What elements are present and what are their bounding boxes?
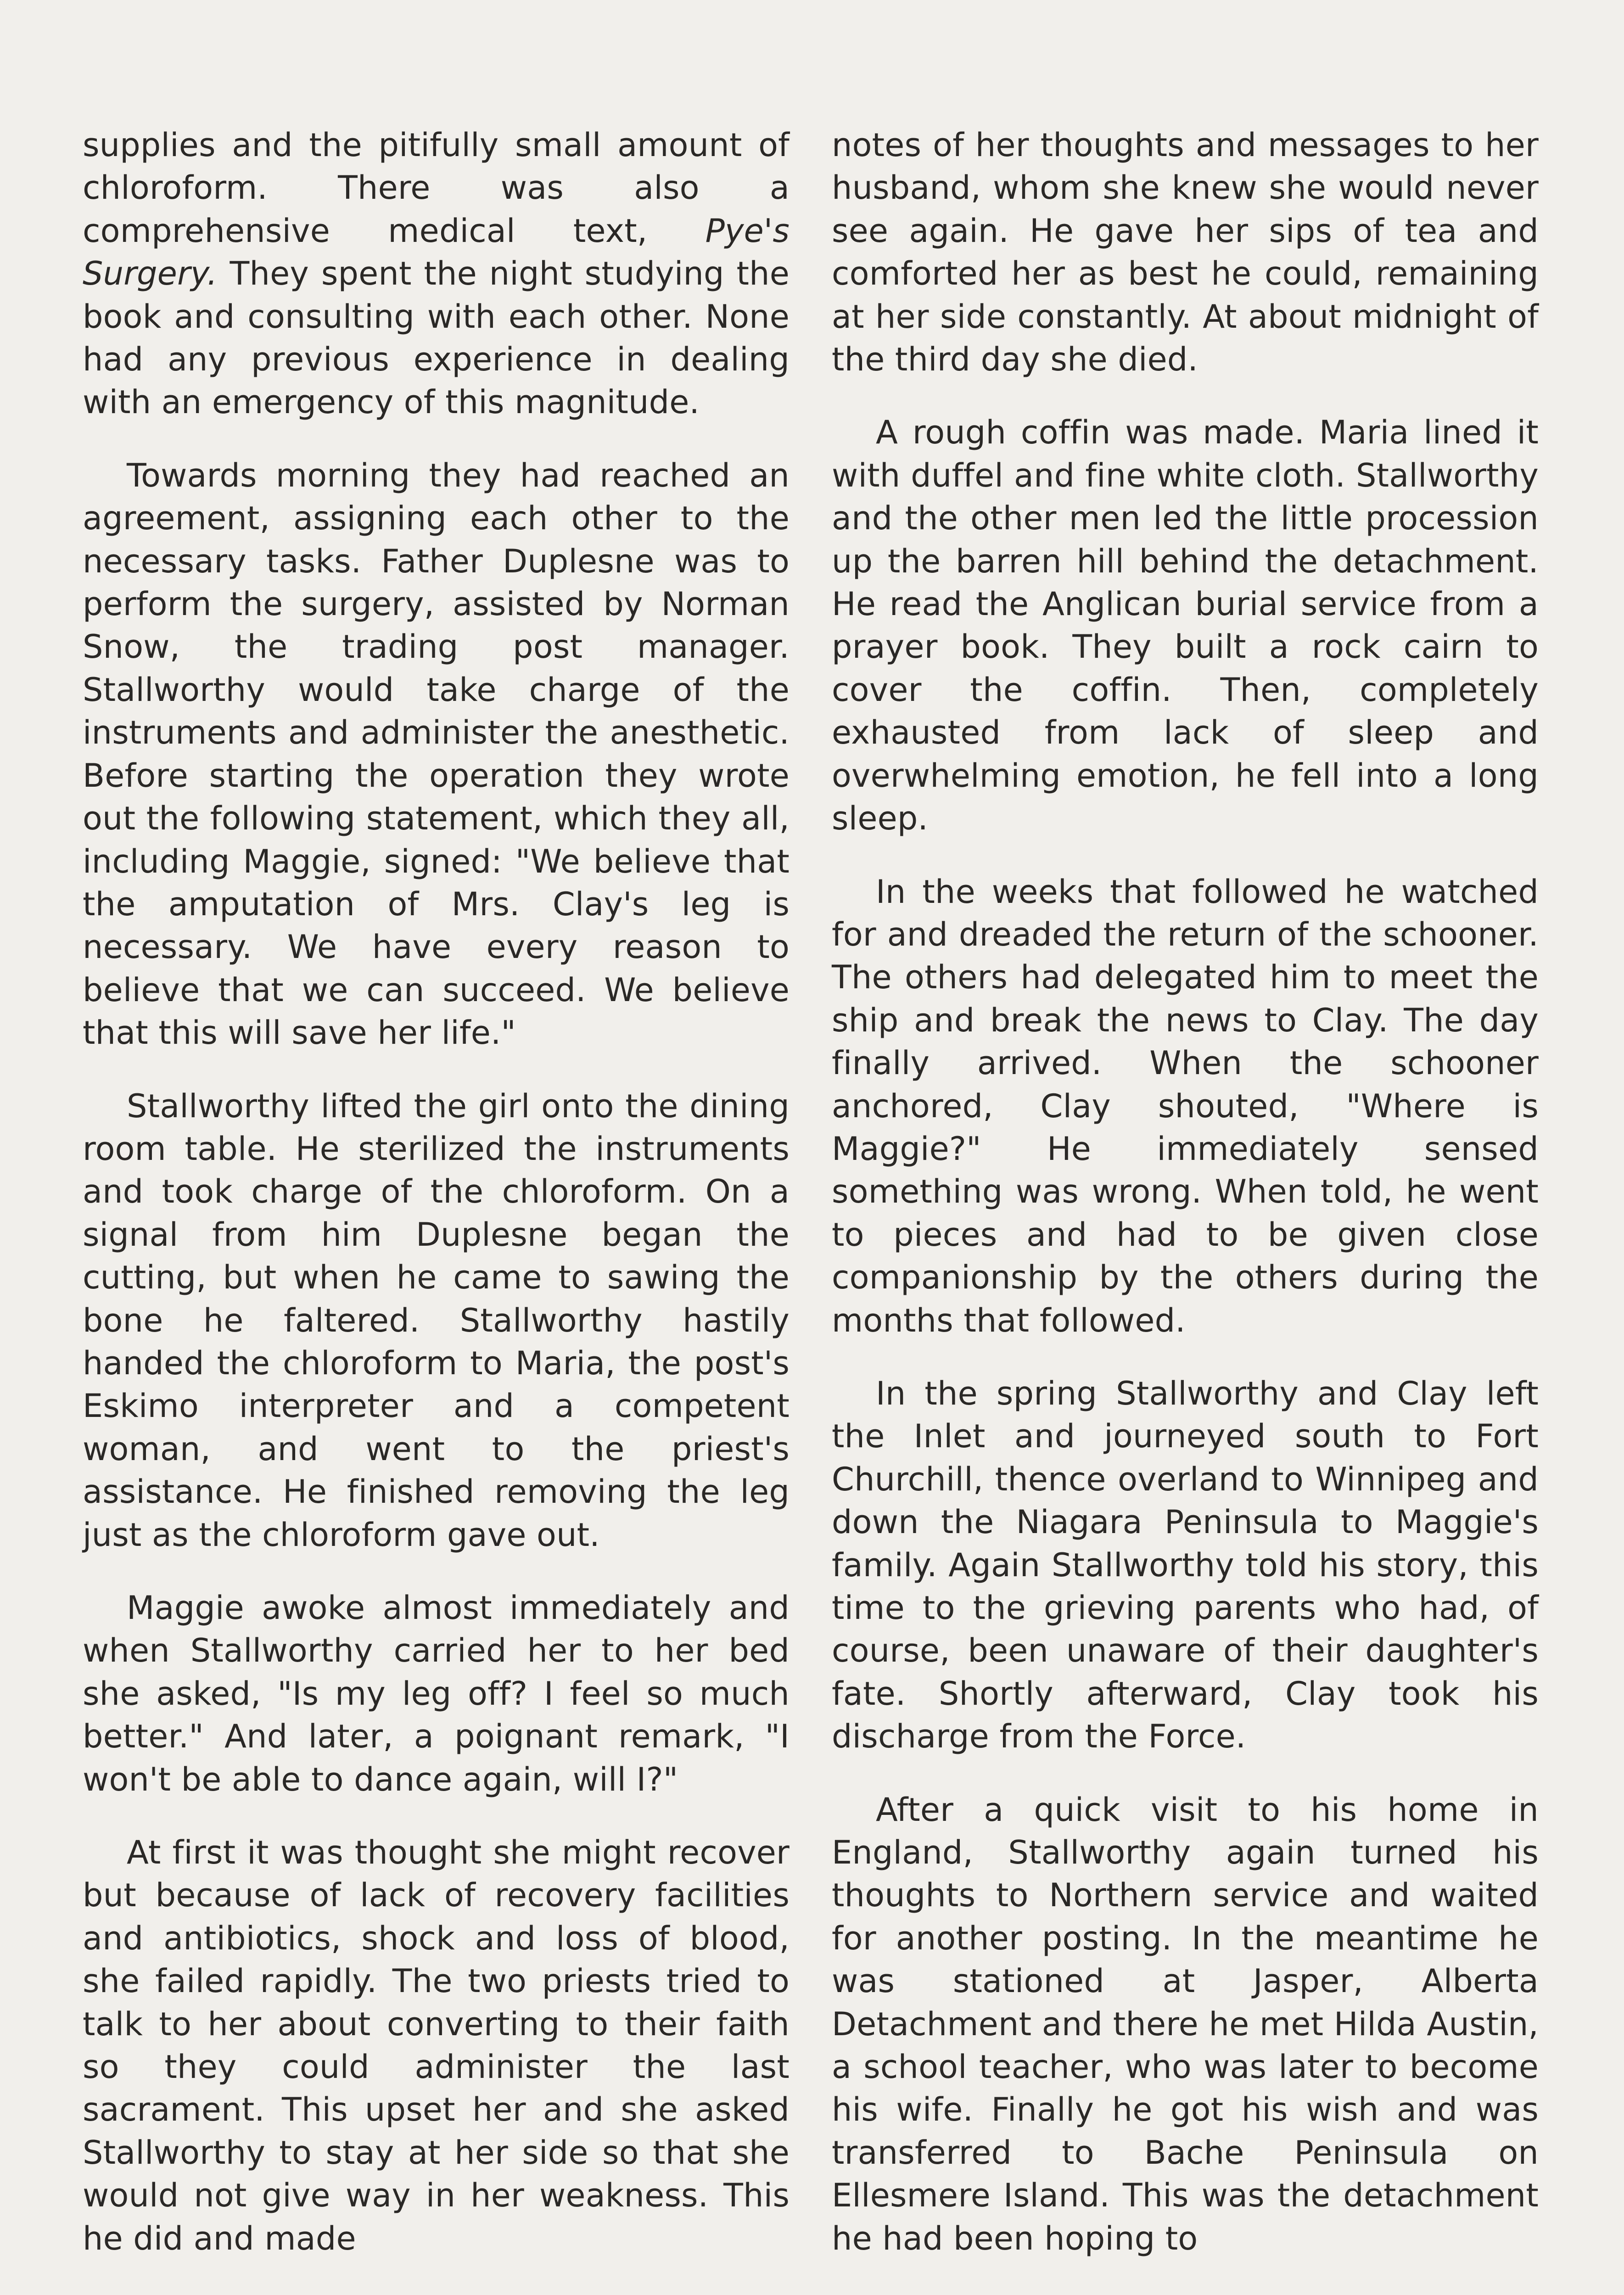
paragraph: Maggie awoke almost immediately and when Stallworthy carried her to her bed she asked, "Is my leg off? I feel so much better." And later, a poignant remark, "I won't be able to dance again, will I?" bbox=[83, 1589, 790, 1798]
paragraph bbox=[83, 124, 790, 424]
paragraph: In the weeks that followed he watched for and dreaded the return of the schooner. The others had delegated him to meet the ship and break the news to Clay. The day finally arrived. When the schooner anchored, Clay shouted, "Where is Maggie?" He immediately sensed something was wrong. When told, he went to pieces and had to be given close companionship by the others during the months that followed. bbox=[832, 873, 1539, 1339]
left-column bbox=[83, 124, 790, 2260]
paragraph: After a quick visit to his home in England, Stallworthy again turned his thoughts to Northern service and waited for another posting. In the meantime he was stationed at Jasper, Alberta Detachment and there he met Hilda Austin, a school teacher, who was later to become his wife. Finally he got his wish and was transferred to Bache Peninsula on Ellesmere Island. This was the detachment he had been hoping to bbox=[832, 1791, 1539, 2257]
paragraph: Stallworthy lifted the girl onto the dining room table. He sterilized the instruments and took charge of the chloroform. On a signal from him Duplesne began the cutting, but when he came to sawing the bone he faltered. Stallworthy hastily handed the chloroform to Maria, the post's Eskimo interpreter and a competent woman, and went to the priest's assistance. He finished removing the leg just as the chloroform gave out. bbox=[83, 1087, 790, 1554]
right-column bbox=[832, 124, 1539, 2260]
paragraph: In the spring Stallworthy and Clay left the Inlet and journeyed south to Fort Churchill, thence overland to Winnipeg and down the Niagara Peninsula to Maggie's family. Again Stallworthy told his story, this time to the grieving parents who had, of course, been unaware of their daughter's fate. Shortly afterward, Clay took his discharge from the Force. bbox=[832, 1374, 1539, 1756]
paragraph: notes of her thoughts and messages to her husband, whom she knew she would never see again. He gave her sips of tea and comforted her as best he could, remaining at her side constantly. At about midnight of the third day she died. bbox=[832, 126, 1539, 379]
paragraph: At first it was thought she might recover but because of lack of recovery facilities and antibiotics, shock and loss of blood, she failed rapidly. The two priests tried to talk to her about converting to their faith so they could administer the last sacrament. This upset her and she asked Stallworthy to stay at her side so that she would not give way in her weakness. This he did and made bbox=[83, 1834, 790, 2257]
paragraph-text: supplies and the pitifully small amount of chloroform. There was also a comprehensive medical text, bbox=[83, 126, 790, 250]
paragraph: A rough coffin was made. Maria lined it with duffel and fine white cloth. Stallworthy and the other men led the little procession up the barren hill behind the detachment. He read the Anglican burial service from a prayer book. They built a rock cairn to cover the coffin. Then, completely exhausted from lack of sleep and overwhelming emotion, he fell into a long sleep. bbox=[832, 414, 1539, 838]
paragraph-text: They spent the night studying the book and consulting with each other. None had any previous experience in dealing with an emergency of this magnitude. bbox=[83, 255, 790, 421]
paragraph: Towards morning they had reached an agreement, assigning each other to the necessary tasks. Father Duplesne was to perform the surgery, assisted by Norman Snow, the trading post manager. Stallworthy would take charge of the instruments and administer the anesthetic. Before starting the operation they wrote out the following statement, which they all, including Maggie, signed: "We believe that the amputation of Mrs. Clay's leg is necessary. We have every reason to believe that we can succeed. We believe that this will save her life." bbox=[83, 456, 790, 1052]
book-title: Pye's Surgery. bbox=[83, 212, 790, 293]
